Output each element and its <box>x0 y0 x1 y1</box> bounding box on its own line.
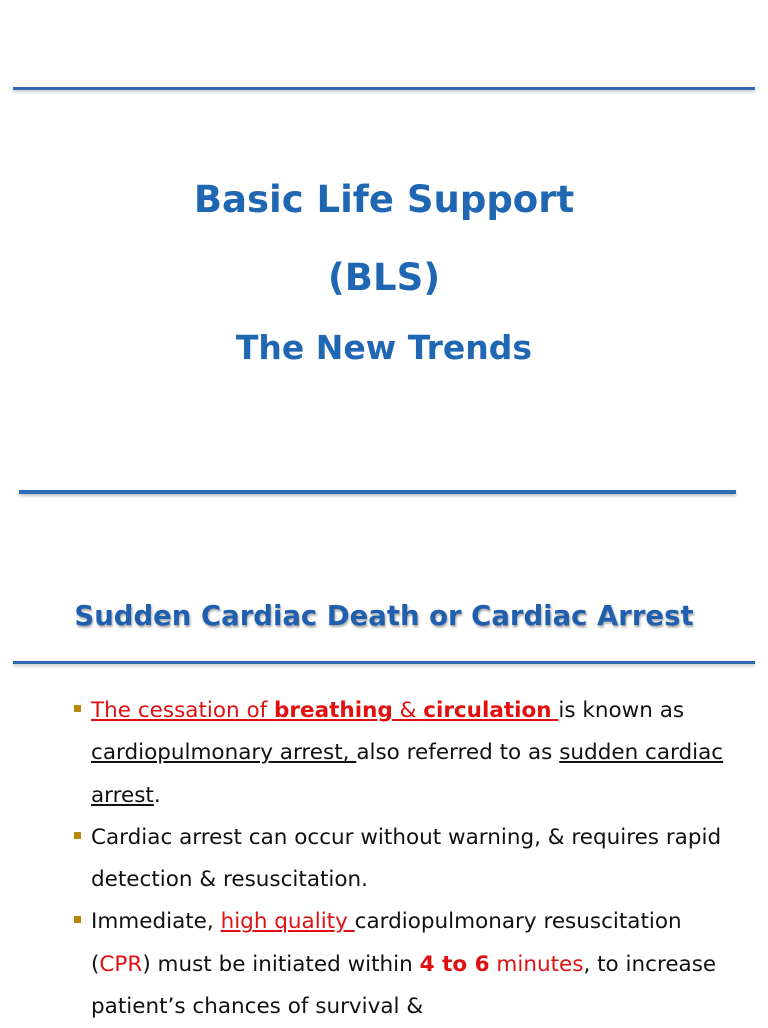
square-bullet-icon <box>74 705 81 712</box>
square-bullet-icon <box>74 832 81 839</box>
square-bullet-icon <box>74 916 81 923</box>
text-segment: breathing <box>274 698 393 723</box>
text-segment: minutes <box>496 951 584 977</box>
bullet-list <box>0 690 768 1028</box>
text-segment: circulation <box>423 698 552 723</box>
section-heading: Sudden Cardiac Death or Cardiac Arrest <box>74 600 694 632</box>
text-segment: cardiopulmonary arrest, <box>91 740 357 766</box>
text-segment: . <box>153 782 161 808</box>
text-segment: sudden cardiac arrest <box>91 740 724 808</box>
text-segment: 4 to 6 <box>419 951 490 977</box>
text-segment: is known as <box>558 698 685 723</box>
slide-separator <box>19 490 736 494</box>
text-segment: high quality <box>220 909 355 935</box>
list-item <box>0 690 768 817</box>
list-item <box>0 901 768 1028</box>
text-segment: & <box>392 698 424 723</box>
text-segment: CPR <box>99 951 143 977</box>
slide-title: Basic Life Support <box>193 178 575 221</box>
text-segment: ) must be initiated within <box>142 951 420 977</box>
heading-underline <box>13 661 755 664</box>
text-segment: also referred to as <box>356 740 560 766</box>
text-segment: Immediate, <box>91 909 221 935</box>
top-divider <box>13 87 755 90</box>
text-segment: Cardiac arrest can occur without warning, & requires rapid detection & resuscitation. <box>91 824 722 893</box>
list-item <box>0 817 768 902</box>
slide-subtitle: The New Trends <box>235 328 533 367</box>
text-segment: , to increase patient’s chances of survival & <box>91 951 717 1020</box>
slide-title-abbreviation: (BLS) <box>327 256 441 299</box>
text-segment: The cessation of <box>91 698 275 723</box>
text-segment: cardiopulmonary resuscitation ( <box>91 909 682 977</box>
